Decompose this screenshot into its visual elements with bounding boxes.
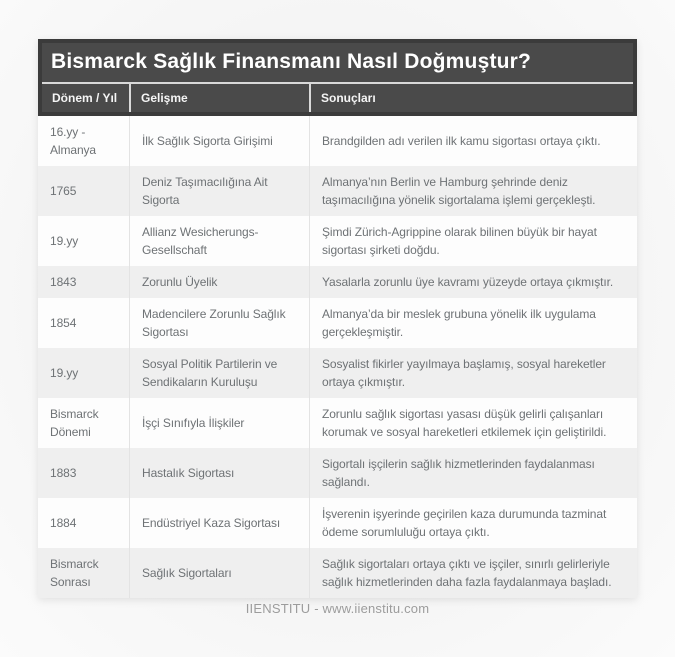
page-title: Bismarck Sağlık Finansmanı Nasıl Doğmuştur? [51, 50, 532, 73]
result-cell: Almanya’da bir meslek grubuna yönelik ilk uygulama gerçekleşmiştir. [309, 298, 637, 348]
period-cell: Bismarck Sonrası [50, 557, 99, 589]
development-cell: Hastalık Sigortası [129, 448, 309, 498]
development-cell: Sağlık Sigortaları [129, 548, 309, 598]
development-cell: Deniz Taşımacılığına Ait Sigorta [129, 166, 309, 216]
period-cell: Bismarck Dönemi [50, 407, 99, 439]
result-cell: Sigortalı işçilerin sağlık hizmetlerinden faydalanması sağlandı. [309, 448, 637, 498]
result-cell: Almanya’nın Berlin ve Hamburg şehrinde deniz taşımacılığına yönelik sigortalama işlemi gerçekleşti. [309, 166, 637, 216]
table-row [38, 116, 637, 166]
development-cell: İşçi Sınıfıyla İlişkiler [129, 398, 309, 448]
table-row [38, 548, 637, 598]
period-cell: 19.yy [50, 234, 79, 248]
period-cell: 1884 [50, 516, 77, 530]
period-cell: 16.yy - Almanya [50, 125, 96, 157]
table-row [38, 298, 637, 348]
table-row [38, 266, 637, 298]
table-row [38, 398, 637, 448]
result-cell: İşverenin işyerinde geçirilen kaza durumunda tazminat ödeme sorumluluğu ortaya çıktı. [309, 498, 637, 548]
period-cell: 1843 [50, 275, 77, 289]
result-cell: Yasalarla zorunlu üye kavramı yüzeyde ortaya çıkmıştır. [309, 266, 637, 298]
table-row [38, 498, 637, 548]
development-cell: İlk Sağlık Sigorta Girişimi [129, 116, 309, 166]
table-row [38, 216, 637, 266]
table-header-block [38, 39, 637, 116]
development-cell: Endüstriyel Kaza Sigortası [129, 498, 309, 548]
result-cell: Brandgilden adı verilen ilk kamu sigortası ortaya çıktı. [309, 116, 637, 166]
development-cell: Zorunlu Üyelik [129, 266, 309, 298]
period-cell: 1765 [50, 184, 77, 198]
footer-credit: IIENSTITU - www.iienstitu.com [245, 601, 430, 616]
column-header-development: Gelişme [129, 84, 309, 112]
result-cell: Zorunlu sağlık sigortası yasası düşük gelirli çalışanları korumak ve sosyal hareketleri etkilemek için geliştirildi. [309, 398, 637, 448]
result-cell: Sağlık sigortaları ortaya çıktı ve işçiler, sınırlı gelirleriyle sağlık hizmetlerinden daha fazla faydalanmaya başladı. [309, 548, 637, 598]
column-header-results: Sonuçları [309, 84, 633, 112]
table-body [38, 116, 637, 598]
table-row [38, 448, 637, 498]
period-cell: 19.yy [50, 366, 79, 380]
column-header-period: Dönem / Yıl [52, 91, 118, 105]
result-cell: Şimdi Zürich-Agrippine olarak bilinen büyük bir hayat sigortası şirketi doğdu. [309, 216, 637, 266]
period-cell: 1883 [50, 466, 77, 480]
result-cell: Sosyalist fikirler yayılmaya başlamış, sosyal hareketler ortaya çıkmıştır. [309, 348, 637, 398]
table-row [38, 348, 637, 398]
development-cell: Sosyal Politik Partilerin ve Sendikaların Kuruluşu [129, 348, 309, 398]
table-row [38, 166, 637, 216]
development-cell: Madencilere Zorunlu Sağlık Sigortası [129, 298, 309, 348]
period-cell: 1854 [50, 316, 77, 330]
development-cell: Allianz Wesicherungs-Gesellschaft [129, 216, 309, 266]
column-header-row [42, 84, 633, 112]
bismarck-table-card [38, 39, 637, 598]
